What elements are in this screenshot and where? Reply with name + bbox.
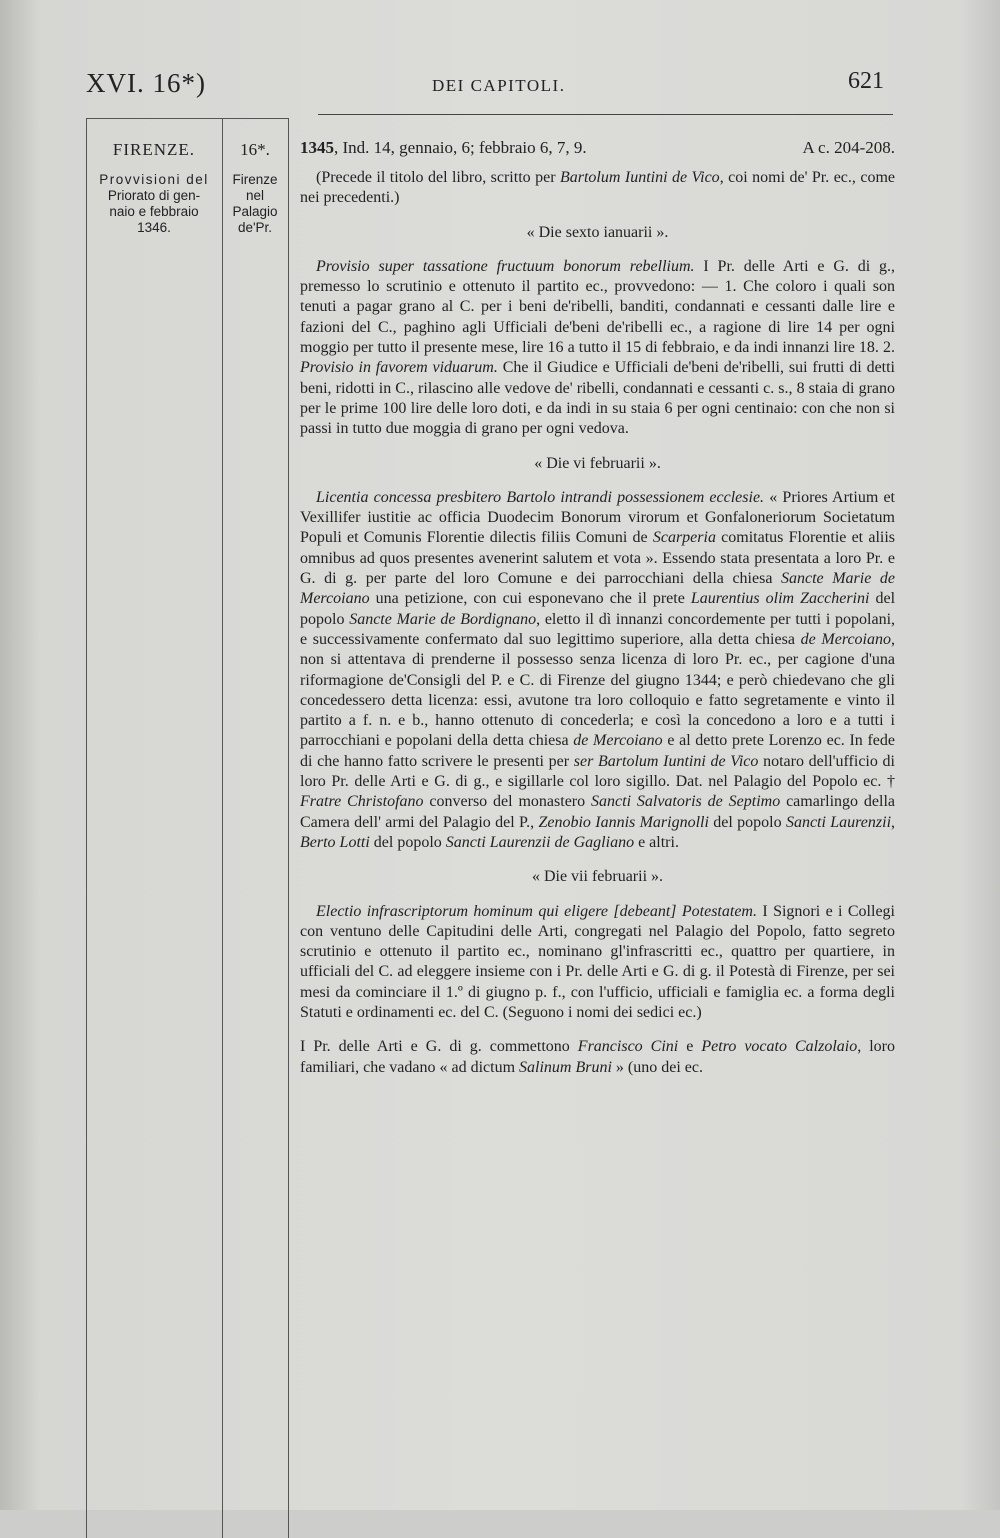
text-run: notaro dell'ufficio di loro Pr. delle Arti e G. di g., e sigillarle col loro sigillo. Dat. nel Palagio del Popolo ec. †: [300, 752, 896, 791]
italic-run: Provisio super tassatione fructuum bonorum rebellium.: [316, 257, 695, 275]
location-line: de'Pr.: [237, 220, 273, 235]
text-run: converso del monastero: [423, 793, 592, 811]
italic-run: Electio infrascriptorum hominum qui eligere [debeant] Potestatem.: [316, 902, 757, 920]
place-name: FIRENZE.: [112, 140, 196, 159]
text-run: (Precede il titolo del libro, scritto per: [316, 169, 560, 186]
section-heading: « Die vi februarii ».: [534, 454, 661, 472]
date-text: , Ind. 14, gennaio, 6; febbraio 6, 7, 9.: [334, 138, 587, 157]
italic-run: Provisio in favorem viduarum.: [300, 359, 498, 377]
archive-reference: A c. 204-208.: [802, 138, 895, 157]
italic-run: Sancti Salvatoris de Septimo: [591, 793, 781, 811]
italic-run: de Mercoiano: [573, 732, 663, 750]
italic-run: Zenobio Iannis Marignolli: [538, 813, 709, 831]
text-run: » (uno dei ec.: [611, 1058, 703, 1076]
italic-run: Licentia concessa presbitero Bartolo intrandi possessionem ecclesie.: [316, 488, 765, 506]
text-run: del popolo: [708, 813, 786, 831]
text-run: , eletto il dì innanzi concordemente per tutti i popolani, e successivamente confermato dal suo legittimo superiore, alla detta chiesa: [300, 610, 896, 648]
text-run: , coi nomi de' Pr. ec., come nei precedenti.): [300, 169, 896, 207]
italic-run: Laurentius olim Zaccherini: [690, 590, 870, 608]
running-head: [0, 68, 1000, 108]
paragraph-gap: [300, 1023, 895, 1037]
running-title: DEI CAPITOLI.: [432, 76, 566, 95]
text-run: I Signori e i Collegi con ventuno delle Capitudini delle Arti, congregati nel Palagio del Popolo, fatto segreto scrutinio e ottenuto il partito ec., nominano gl'infrascritti ec., quattro per quartiere, in ufficiali del C. ad eleggere insieme con i Pr. delle Arti e G. di g. il Potestà di Firenze, per sei mesi da cominciare il 1.º di giugno p. f., con l'ufficio, ufficiali e famiglia ec. a forma degli Statuti e ordinamenti ec. del C. (Seguono i nomi dei sedici ec.): [300, 902, 895, 1021]
chapter-marker: XVI. 16*): [86, 68, 206, 98]
location-line: Palagio: [232, 204, 278, 219]
paragraph-licentia: [300, 488, 895, 853]
section-heading: « Die vii februarii ».: [531, 868, 664, 886]
text-run: comitatus Florentie et aliis omnibus ad quos presentes avenerint salutem et vota ». Essendo stata presentata a loro Pr. e G. di g. per parte del loro Comune e dei parrocchiani della chiesa: [300, 529, 896, 588]
italic-run: Sancti Laurenzii de Gagliano: [445, 833, 635, 851]
section-heading: « Die sexto ianuarii ».: [526, 223, 669, 241]
margin-rule-left: [86, 118, 87, 1538]
italic-run: Scarperia: [652, 529, 716, 547]
paragraph-commission: [300, 1037, 895, 1078]
place-desc-line: 1346.: [137, 220, 171, 235]
location-line: Firenze: [232, 172, 278, 187]
italic-run: de Mercoiano: [800, 630, 891, 648]
margin-rule-top: [86, 118, 288, 119]
italic-run: Berto Lotti: [300, 833, 370, 851]
italic-run: Salinum Bruni: [519, 1058, 612, 1076]
paragraph-provisio: [300, 257, 895, 440]
intro-paragraph: [300, 168, 895, 209]
place-desc-line: Provvisioni del: [99, 172, 209, 187]
text-run: , loro familiari, che vadano « ad dictum: [300, 1038, 896, 1076]
text-run: e: [678, 1038, 702, 1056]
text-run: I Pr. delle Arti e G. di g., premesso lo scrutinio e ottenuto il partito ec., provvedono: — 1. Che coloro i quali son tenuti a pagar grano al C. per i beni de'ribelli, banditi, condannati e cessanti dalle lire e fazioni del C., paghino agli Ufficiali de'beni de'ribelli ec., a ragione di lire 14 per ogni moggio per tutto il presente mese, lire 16 a tutto il 15 di febbraio, e da indi innanzi lire 18. 2.: [300, 257, 895, 357]
document-location: [224, 172, 286, 236]
main-text: [300, 138, 895, 1078]
location-line: nel: [245, 188, 264, 203]
italic-run: ser Bartolum Iuntini de Vico: [573, 752, 759, 770]
paragraph-electio: [300, 902, 895, 1024]
date-line: [300, 138, 895, 160]
place-desc-line: naio e febbraio: [109, 204, 199, 219]
italic-run: Fratre Christofano: [300, 793, 424, 811]
text-run: del popolo: [369, 833, 446, 851]
page-number: 621: [848, 68, 884, 94]
text-run: una petizione, con cui esponevano che il prete: [369, 590, 691, 608]
document-number: 16*.: [240, 140, 270, 159]
margin-number-column: [224, 140, 286, 236]
text-run: « Priores Artium et Vexillifer iustitie ac officia Duodecim Bonorum virorum et Gonfaloneriorum Societatum Populi et Comunis Florentie dilectis filiis Comuni de: [300, 488, 895, 547]
text-run: camarlingo della Camera dell' armi del Palagio del P.,: [300, 793, 896, 831]
text-run: e altri.: [634, 833, 679, 851]
italic-run: Sancti Laurenzii: [785, 813, 892, 831]
text-run: , non si attentava di prenderne il possesso senza licenza di loro Pr. ec., per cagione d'una riformagione de'Consigli del P. e C. di Firenze del giugno 1344; e però chiedevano che gli concedessero detta licenza: essi, avutone tra loro colloquio e fatto segretamente e vinto il partito a f. n. e b., hanno ottenuto di concederla; e così la concedono a loro e a tutti i parrocchiani e popolani della detta chiesa: [300, 630, 895, 750]
header-rule: [318, 114, 893, 115]
place-desc-line: Priorato di gen-: [107, 188, 201, 203]
text-run: Che il Giudice e Ufficiali de'beni de'ribelli, sui frutti di detti beni, ridotti in C., rilascino alle vedove de' ribelli, condannati e cessanti c. s., 8 staia di grano per le prime 100 lire delle loro doti, e da indi in su staia 6 per ogni centinaio: con che non si passi in tutto due moggia di grano per ogni vedova.: [300, 359, 896, 438]
year: 1345: [300, 138, 334, 157]
italic-run: Bartolum Iuntini de Vico: [559, 169, 720, 186]
text-run: I Pr. delle Arti e G. di g. commettono: [300, 1038, 578, 1056]
text-run: ,: [891, 813, 896, 831]
italic-run: Sancte Marie de Bordignano: [349, 610, 537, 628]
italic-run: Petro vocato Calzolaio: [701, 1038, 858, 1056]
margin-place-column: [90, 140, 218, 236]
text-run: e al detto prete Lorenzo ec. In fede di che hanno fatto scrivere le presenti per: [300, 732, 895, 770]
text-run: del popolo: [300, 590, 896, 628]
margin-rule-right: [288, 118, 289, 1538]
place-description: [90, 172, 218, 236]
italic-run: Sancte Marie de Mercoiano: [300, 570, 895, 608]
margin-rule-middle: [222, 118, 223, 1538]
italic-run: Francisco Cini: [577, 1038, 679, 1056]
